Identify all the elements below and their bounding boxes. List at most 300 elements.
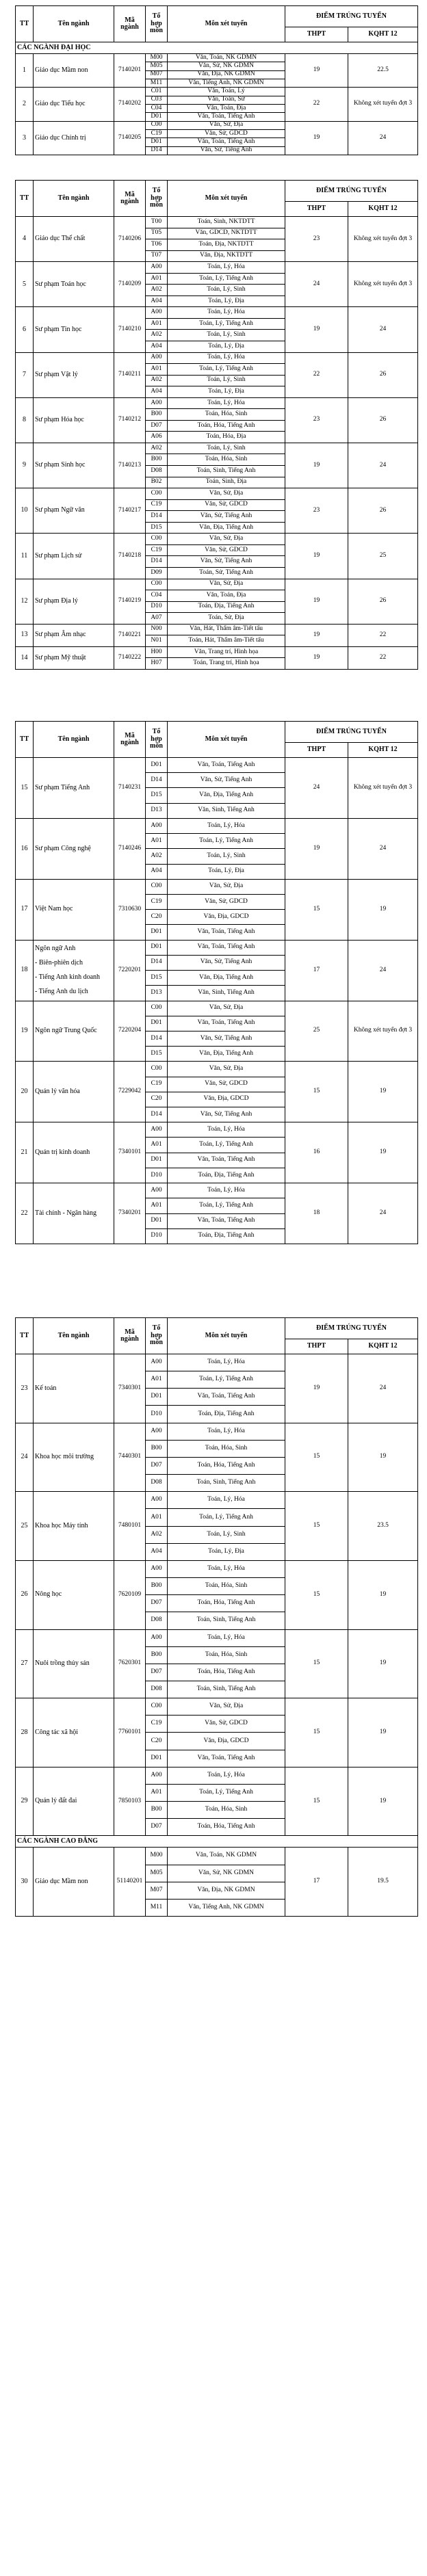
combo-code: B00	[146, 1440, 168, 1457]
combo-code: A01	[146, 1138, 168, 1153]
table-row	[16, 352, 418, 364]
combo-subjects: Văn, Sử, NK GDMN	[168, 1865, 285, 1882]
major-name: Sư phạm Ngữ văn	[34, 488, 114, 534]
combo-subjects: Toán, Lý, Địa	[168, 386, 285, 398]
table-page-3	[0, 721, 427, 1244]
major-code: 7760101	[114, 1698, 146, 1767]
combo-subjects: Toán, Lý, Hóa	[168, 1629, 285, 1646]
major-tt: 28	[16, 1698, 34, 1767]
combo-subjects: Văn, GDCD, NKTDTT	[168, 228, 285, 239]
score-kqht: 24	[348, 818, 418, 879]
combo-subjects: Toán, Lý, Sinh	[168, 849, 285, 864]
major-code: 7140210	[114, 307, 146, 352]
score-thpt: 22	[285, 352, 348, 397]
combo-subjects: Toán, Hóa, Sinh	[168, 1578, 285, 1595]
combo-code: A04	[146, 295, 168, 307]
major-name: Sư phạm Hóa học	[34, 397, 114, 443]
table-row	[16, 646, 418, 658]
combo-code: M00	[146, 1848, 168, 1865]
combo-subjects: Toán, Địa, NKTDTT	[168, 239, 285, 251]
header-row	[16, 1318, 418, 1339]
table-row	[16, 940, 418, 955]
combo-code: M11	[146, 1899, 168, 1916]
combo-code: A04	[146, 341, 168, 353]
table-row	[16, 1354, 418, 1371]
combo-subjects: Toán, Lý, Hóa	[168, 1767, 285, 1784]
combo-subjects: Toán, Hóa, Sinh	[168, 1440, 285, 1457]
combo-subjects: Văn, Sinh, Tiếng Anh	[168, 986, 285, 1001]
table-page-2	[0, 180, 427, 669]
combo-code: D01	[146, 758, 168, 773]
col-header-tt: TT	[16, 181, 34, 217]
combo-code: D07	[146, 1819, 168, 1836]
section-row	[16, 42, 418, 54]
major-code: 7140231	[114, 758, 146, 819]
combo-subjects: Toán, Hóa, Sinh	[168, 1802, 285, 1819]
combo-code: D15	[146, 522, 168, 534]
combo-code: D09	[146, 567, 168, 579]
combo-code: D01	[146, 940, 168, 955]
score-kqht: 26	[348, 579, 418, 624]
combo-subjects: Toán, Lý, Hóa	[168, 397, 285, 409]
major-name: Sư phạm Địa lý	[34, 579, 114, 624]
major-name: Sư phạm Lịch sử	[34, 534, 114, 579]
combo-subjects: Toán, Sinh, NKTDTT	[168, 217, 285, 228]
major-name: Sư phạm Tiếng Anh	[34, 758, 114, 819]
combo-subjects: Toán, Sử, Địa	[168, 613, 285, 625]
major-name: Sư phạm Âm nhạc	[34, 624, 114, 646]
combo-subjects: Toán, Hóa, Tiếng Anh	[168, 1819, 285, 1836]
major-code: 7140218	[114, 534, 146, 579]
combo-subjects: Văn, Sử, GDCD	[168, 499, 285, 511]
major-tt: 11	[16, 534, 34, 579]
major-code: 7140212	[114, 397, 146, 443]
major-tt: 30	[16, 1848, 34, 1917]
combo-code: A04	[146, 386, 168, 398]
major-code: 7620109	[114, 1560, 146, 1629]
combo-subjects: Toán, Lý, Địa	[168, 864, 285, 879]
combo-subjects: Văn, Địa, NKTDTT	[168, 250, 285, 262]
major-name: Kế toán	[34, 1354, 114, 1423]
score-thpt: 18	[285, 1183, 348, 1244]
combo-code: A00	[146, 1767, 168, 1784]
table-row	[16, 443, 418, 454]
major-name: Giáo dục Mầm non	[34, 54, 114, 88]
col-header-tt: TT	[16, 722, 34, 758]
score-kqht: 24	[348, 1354, 418, 1423]
combo-code: D01	[146, 138, 168, 146]
score-thpt: 23	[285, 397, 348, 443]
table-row	[16, 217, 418, 228]
combo-subjects: Văn, Toán, Tiếng Anh	[168, 940, 285, 955]
combo-code: A00	[146, 262, 168, 274]
col-header-thpt: THPT	[285, 27, 348, 42]
table-row	[16, 1767, 418, 1784]
major-tt: 2	[16, 88, 34, 121]
combo-subjects: Văn, Sử, GDCD	[168, 1716, 285, 1733]
combo-code: C20	[146, 1092, 168, 1107]
combo-code: M05	[146, 62, 168, 70]
combo-subjects: Toán, Lý, Sinh	[168, 375, 285, 386]
combo-subjects: Toán, Địa, Tiếng Anh	[168, 1406, 285, 1423]
combo-subjects: Toán, Lý, Tiếng Anh	[168, 1138, 285, 1153]
combo-subjects: Văn, Sử, Tiếng Anh	[168, 773, 285, 788]
major-tt: 5	[16, 262, 34, 307]
combo-code: D01	[146, 1389, 168, 1406]
combo-subjects: Toán, Lý, Hóa	[168, 352, 285, 364]
col-header-kqht: KQHT 12	[348, 743, 418, 758]
table-row	[16, 534, 418, 545]
major-name: Tài chính - Ngân hàng	[34, 1183, 114, 1244]
combo-code: A00	[146, 1629, 168, 1646]
table-row	[16, 818, 418, 833]
major-name: Sư phạm Tin học	[34, 307, 114, 352]
col-header-combo: Tổ hợp môn	[146, 722, 168, 758]
score-kqht: 22.5	[348, 54, 418, 88]
combo-subjects: Văn, Hát, Thẩm âm-Tiết tấu	[168, 624, 285, 635]
combo-subjects: Toán, Lý, Hóa	[168, 818, 285, 833]
combo-subjects: Toán, Lý, Hóa	[168, 307, 285, 319]
table-row	[16, 758, 418, 773]
combo-code: D14	[146, 955, 168, 970]
combo-subjects: Văn, Địa, GDCD	[168, 910, 285, 925]
combo-subjects: Toán, Sinh, Tiếng Anh	[168, 1475, 285, 1492]
combo-code: C20	[146, 1733, 168, 1750]
major-code: 7140222	[114, 646, 146, 669]
score-thpt: 24	[285, 262, 348, 307]
table-row	[16, 262, 418, 274]
major-tt: 17	[16, 879, 34, 940]
admission-table	[15, 180, 418, 670]
major-code: 7140219	[114, 579, 146, 624]
combo-subjects: Văn, Sử, Tiếng Anh	[168, 1031, 285, 1046]
combo-code: A06	[146, 432, 168, 443]
combo-code: D07	[146, 420, 168, 432]
combo-subjects: Toán, Lý, Hóa	[168, 262, 285, 274]
combo-subjects: Văn, Sử, Địa	[168, 1698, 285, 1716]
combo-code: C19	[146, 1077, 168, 1092]
major-name: Nông học	[34, 1560, 114, 1629]
major-name: Ngôn ngữ Anh - Biên-phiên dịch - Tiếng Anh kinh doanh - Tiếng Anh du lịch	[34, 940, 114, 1001]
col-header-name: Tên ngành	[34, 6, 114, 42]
table-row	[16, 1848, 418, 1865]
major-name: Khoa học môi trường	[34, 1423, 114, 1492]
combo-code: A02	[146, 849, 168, 864]
combo-code: D13	[146, 986, 168, 1001]
table-row	[16, 488, 418, 500]
combo-code: C00	[146, 121, 168, 129]
score-thpt: 22	[285, 88, 348, 121]
combo-code: A01	[146, 834, 168, 849]
score-kqht: 25	[348, 534, 418, 579]
score-kqht: Không xét tuyển đợt 3	[348, 88, 418, 121]
combo-subjects: Văn, Toán, Tiếng Anh	[168, 1750, 285, 1767]
combo-subjects: Toán, Sinh, Tiếng Anh	[168, 466, 285, 477]
score-kqht: Không xét tuyển đợt 3	[348, 1001, 418, 1062]
major-name: Sư phạm Toán học	[34, 262, 114, 307]
combo-subjects: Toán, Sinh, Tiếng Anh	[168, 1612, 285, 1629]
table-row	[16, 1062, 418, 1077]
section-title: CÁC NGÀNH ĐẠI HỌC	[16, 42, 418, 54]
combo-subjects: Văn, Địa, Tiếng Anh	[168, 1047, 285, 1062]
combo-code: D07	[146, 1664, 168, 1681]
combo-subjects: Văn, Toán, Tiếng Anh	[168, 1153, 285, 1168]
combo-subjects: Văn, Toán, Tiếng Anh	[168, 113, 285, 121]
score-kqht: 19	[348, 1767, 418, 1836]
combo-subjects: Văn, Sử, GDCD	[168, 1077, 285, 1092]
combo-code: D01	[146, 1750, 168, 1767]
combo-subjects: Văn, Sử, Địa	[168, 121, 285, 129]
combo-subjects: Toán, Hóa, Tiếng Anh	[168, 1664, 285, 1681]
table-row	[16, 54, 418, 62]
col-header-subjects: Môn xét tuyển	[168, 181, 285, 217]
combo-code: A00	[146, 307, 168, 319]
combo-code: D10	[146, 1406, 168, 1423]
combo-subjects: Văn, Sử, Địa	[168, 579, 285, 590]
major-tt: 3	[16, 121, 34, 155]
combo-subjects: Văn, Toán, Tiếng Anh	[168, 1016, 285, 1031]
combo-subjects: Văn, Toán, Địa	[168, 104, 285, 112]
combo-code: A00	[146, 1492, 168, 1509]
score-kqht: 19	[348, 1423, 418, 1492]
score-thpt: 23	[285, 217, 348, 262]
combo-code: D15	[146, 1047, 168, 1062]
score-kqht: 19	[348, 1560, 418, 1629]
combo-code: D14	[146, 1107, 168, 1122]
combo-code: A07	[146, 613, 168, 625]
combo-subjects: Văn, Toán, Tiếng Anh	[168, 758, 285, 773]
score-kqht: 22	[348, 646, 418, 669]
combo-code: M11	[146, 79, 168, 87]
combo-code: D10	[146, 601, 168, 613]
major-name: Ngôn ngữ Trung Quốc	[34, 1001, 114, 1062]
score-thpt: 19	[285, 534, 348, 579]
combo-subjects: Văn, Địa, Tiếng Anh	[168, 971, 285, 986]
score-thpt: 19	[285, 307, 348, 352]
major-tt: 25	[16, 1492, 34, 1561]
combo-subjects: Toán, Lý, Hóa	[168, 1183, 285, 1198]
combo-subjects: Toán, Sinh, Địa	[168, 477, 285, 488]
combo-subjects: Toán, Lý, Tiếng Anh	[168, 1198, 285, 1213]
score-kqht: 24	[348, 940, 418, 1001]
major-tt: 12	[16, 579, 34, 624]
table-row	[16, 1629, 418, 1646]
combo-code: D14	[146, 146, 168, 155]
combo-code: C04	[146, 590, 168, 602]
table-row	[16, 1492, 418, 1509]
combo-code: M07	[146, 70, 168, 79]
table-row	[16, 88, 418, 96]
combo-subjects: Toán, Lý, Địa	[168, 295, 285, 307]
major-tt: 22	[16, 1183, 34, 1244]
combo-subjects: Văn, Sử, Địa	[168, 1062, 285, 1077]
col-header-name: Tên ngành	[34, 722, 114, 758]
combo-subjects: Văn, Địa, Tiếng Anh	[168, 522, 285, 534]
combo-code: A00	[146, 1122, 168, 1138]
combo-subjects: Văn, Toán, Tiếng Anh	[168, 138, 285, 146]
combo-code: D01	[146, 113, 168, 121]
combo-code: C01	[146, 88, 168, 96]
combo-code: D10	[146, 1228, 168, 1244]
col-header-combo: Tổ hợp môn	[146, 6, 168, 42]
combo-code: D15	[146, 971, 168, 986]
combo-subjects: Toán, Địa, Tiếng Anh	[168, 601, 285, 613]
score-kqht: 19.5	[348, 1848, 418, 1917]
score-thpt: 17	[285, 940, 348, 1001]
major-code: 7440301	[114, 1423, 146, 1492]
combo-subjects: Văn, Sử, Tiếng Anh	[168, 146, 285, 155]
combo-code: D13	[146, 803, 168, 818]
score-kqht: Không xét tuyển đợt 3	[348, 262, 418, 307]
major-tt: 20	[16, 1062, 34, 1122]
score-thpt: 24	[285, 758, 348, 819]
combo-subjects: Văn, Sử, GDCD	[168, 129, 285, 137]
combo-code: C00	[146, 488, 168, 500]
combo-code: D08	[146, 1612, 168, 1629]
combo-code: A00	[146, 1423, 168, 1440]
combo-code: C19	[146, 544, 168, 556]
table-row	[16, 307, 418, 319]
combo-subjects: Toán, Lý, Hóa	[168, 1492, 285, 1509]
combo-code: N01	[146, 635, 168, 647]
combo-subjects: Văn, Toán, Tiếng Anh	[168, 1389, 285, 1406]
col-header-subjects: Môn xét tuyển	[168, 6, 285, 42]
combo-subjects: Toán, Hóa, Địa	[168, 432, 285, 443]
major-tt: 26	[16, 1560, 34, 1629]
header-row	[16, 181, 418, 202]
combo-code: T07	[146, 250, 168, 262]
combo-subjects: Văn, Toán, Tiếng Anh	[168, 1213, 285, 1228]
score-thpt: 23	[285, 488, 348, 534]
major-code: 7140217	[114, 488, 146, 534]
major-tt: 7	[16, 352, 34, 397]
major-name: Việt Nam học	[34, 879, 114, 940]
combo-subjects: Toán, Địa, Tiếng Anh	[168, 1228, 285, 1244]
major-code: 7140201	[114, 54, 146, 88]
combo-code: A01	[146, 1509, 168, 1526]
major-code: 7140205	[114, 121, 146, 155]
combo-subjects: Văn, Tiếng Anh, NK GDMN	[168, 79, 285, 87]
combo-code: A00	[146, 397, 168, 409]
combo-subjects: Toán, Địa, Tiếng Anh	[168, 1168, 285, 1183]
combo-subjects: Toán, Lý, Tiếng Anh	[168, 834, 285, 849]
combo-subjects: Văn, Toán, Tiếng Anh	[168, 925, 285, 940]
combo-code: T06	[146, 239, 168, 251]
combo-subjects: Văn, Sử, Địa	[168, 488, 285, 500]
combo-subjects: Văn, Sử, Tiếng Anh	[168, 955, 285, 970]
score-kqht: 19	[348, 1062, 418, 1122]
major-name: Sư phạm Công nghệ	[34, 818, 114, 879]
combo-code: H07	[146, 658, 168, 670]
table-row	[16, 879, 418, 894]
major-name: Sư phạm Sinh học	[34, 443, 114, 488]
major-name: Quản lý văn hóa	[34, 1062, 114, 1122]
combo-subjects: Toán, Lý, Tiếng Anh	[168, 273, 285, 285]
major-code: 7140202	[114, 88, 146, 121]
combo-code: D08	[146, 1475, 168, 1492]
major-code: 7140221	[114, 624, 146, 646]
col-header-name: Tên ngành	[34, 1318, 114, 1354]
major-code: 51140201	[114, 1848, 146, 1917]
score-kqht: 26	[348, 488, 418, 534]
major-code: 7229042	[114, 1062, 146, 1122]
combo-subjects: Văn, Sử, Địa	[168, 1001, 285, 1016]
score-kqht: 24	[348, 121, 418, 155]
col-header-code: Mã ngành	[114, 181, 146, 217]
combo-code: B00	[146, 454, 168, 466]
table-row	[16, 1183, 418, 1198]
combo-code: A00	[146, 1183, 168, 1198]
combo-code: C00	[146, 534, 168, 545]
major-code: 7140211	[114, 352, 146, 397]
major-name: Sư phạm Vật lý	[34, 352, 114, 397]
combo-code: D10	[146, 1168, 168, 1183]
table-row	[16, 121, 418, 129]
table-row	[16, 1423, 418, 1440]
major-name: Giáo dục Chính trị	[34, 121, 114, 155]
major-tt: 24	[16, 1423, 34, 1492]
combo-subjects: Văn, Địa, GDCD	[168, 1092, 285, 1107]
combo-subjects: Văn, Sử, Tiếng Anh	[168, 511, 285, 523]
score-thpt: 19	[285, 54, 348, 88]
score-kqht: 24	[348, 307, 418, 352]
major-tt: 13	[16, 624, 34, 646]
col-header-score: ĐIỂM TRÚNG TUYỂN	[285, 181, 418, 202]
combo-subjects: Văn, Trang trí, Hình họa	[168, 646, 285, 658]
combo-code: A02	[146, 1526, 168, 1543]
score-thpt: 25	[285, 1001, 348, 1062]
combo-code: H00	[146, 646, 168, 658]
combo-subjects: Toán, Hóa, Sinh	[168, 454, 285, 466]
col-header-name: Tên ngành	[34, 181, 114, 217]
score-kqht: 22	[348, 624, 418, 646]
score-thpt: 15	[285, 1698, 348, 1767]
col-header-score: ĐIỂM TRÚNG TUYỂN	[285, 6, 418, 27]
combo-subjects: Toán, Hóa, Tiếng Anh	[168, 1457, 285, 1474]
combo-code: A02	[146, 375, 168, 386]
combo-subjects: Toán, Lý, Tiếng Anh	[168, 318, 285, 330]
combo-code: C00	[146, 579, 168, 590]
combo-subjects: Toán, Hóa, Sinh	[168, 409, 285, 421]
combo-code: C00	[146, 1062, 168, 1077]
score-kqht: 26	[348, 397, 418, 443]
combo-code: D15	[146, 788, 168, 803]
major-tt: 21	[16, 1122, 34, 1183]
major-code: 7220201	[114, 940, 146, 1001]
section-row	[16, 1836, 418, 1848]
major-code: 7310630	[114, 879, 146, 940]
combo-code: A04	[146, 864, 168, 879]
combo-code: D01	[146, 1213, 168, 1228]
major-code: 7340301	[114, 1354, 146, 1423]
major-tt: 1	[16, 54, 34, 88]
combo-subjects: Toán, Sử, Tiếng Anh	[168, 567, 285, 579]
major-name: Quản trị kinh doanh	[34, 1122, 114, 1183]
score-thpt: 19	[285, 646, 348, 669]
combo-subjects: Văn, Sử, Địa	[168, 879, 285, 894]
col-header-combo: Tổ hợp môn	[146, 181, 168, 217]
combo-code: D14	[146, 1031, 168, 1046]
admission-table	[15, 1317, 418, 1917]
combo-subjects: Toán, Lý, Địa	[168, 341, 285, 353]
score-thpt: 15	[285, 879, 348, 940]
score-thpt: 15	[285, 1767, 348, 1836]
table-row	[16, 579, 418, 590]
combo-code: A00	[146, 352, 168, 364]
combo-subjects: Toán, Sinh, Tiếng Anh	[168, 1681, 285, 1698]
combo-code: D08	[146, 1681, 168, 1698]
combo-subjects: Văn, Sử, Địa	[168, 534, 285, 545]
